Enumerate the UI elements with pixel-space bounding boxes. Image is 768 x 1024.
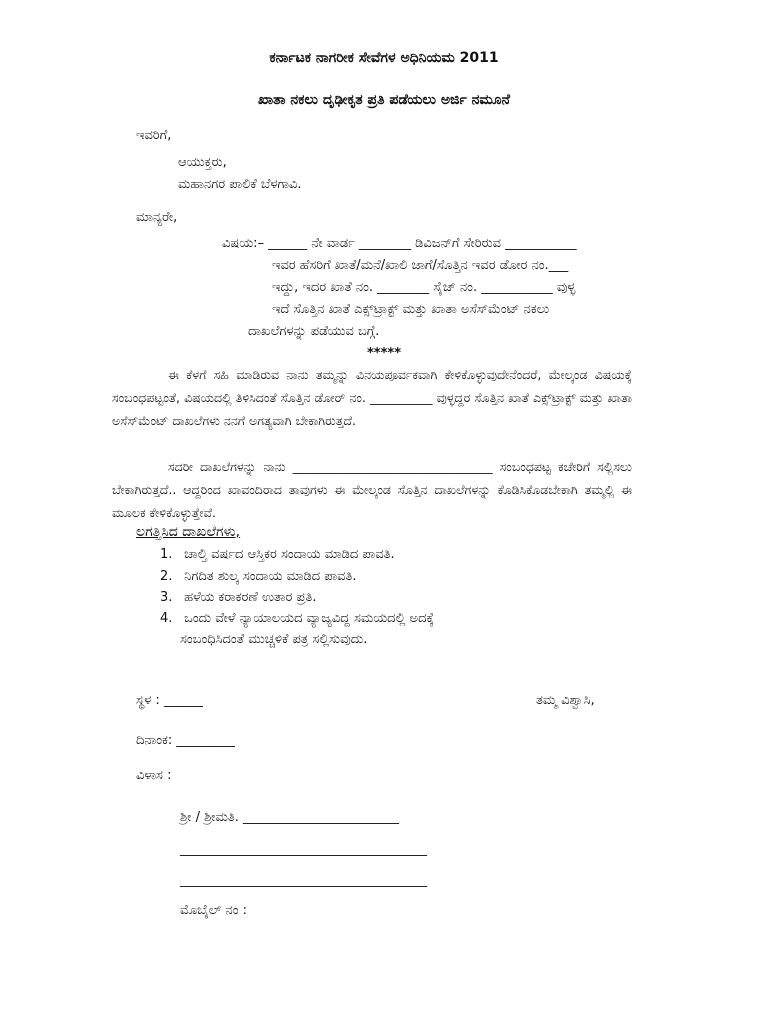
attachment-item — [160, 590, 316, 606]
attachment-item — [160, 569, 357, 585]
subject-line-3: ಇದ್ದು, ಇದರ ಖಾತೆ ನಂ. ________ ಸೈಜ್ ನಂ. ___________ ವುಳ್ಳ — [272, 280, 576, 295]
body-paragraph-2: ಸದರೀ ದಾಖಲೆಗಳನ್ನು ನಾನು ________________________________ ಸಂಬಂಧಪಟ್ಟ ಕಚೇರಿಗೆ ಸಲ್ಲಿಸಲು ಬೇಕಾಗಿರುತ್ತದೆ.. ಆದ್ದರಿಂದ ಖಾವಂದಿರಾದ ತಾವುಗಳು ಈ ಮೇಲ್ಕಂಡ ಸೊತ್ತಿನ ದಾಖಲೆಗಳನ್ನು ಕೊಡಿಸಿಕೊಡಬೇಕಾಗಿ ತಮ್ಮಲ್ಲಿ ಈ ಮೂಲಕ ಕೇಳಿಕೊಳ್ಳುತ್ತೇವೆ. — [112, 459, 632, 520]
subject-line-2: ಇವರ ಹೆಸರಿಗೆ ಖಾತೆ/ಮನೆ/ಖಾಲಿ ಜಾಗೆ/ಸೊತ್ತಿನ ಇವರ ಡೋರ ನಂ.___ — [272, 258, 569, 273]
address-blank-line-2: ______________________________________ — [180, 873, 427, 888]
attachments-heading: ಲಗತ್ತಿಸಿದ ದಾಖಲೆಗಳು, — [136, 524, 241, 540]
addressee-corporation: ಮಹಾನಗರ ಪಾಲಿಕೆ ಬೆಳಗಾವಿ. — [178, 177, 302, 192]
attachment-4-continuation: ಸಂಬಂಧಿಸಿದಂತೆ ಮುಚ್ಚಳಿಕೆ ಪತ್ರ ಸಲ್ಲಿಸುವುದು. — [180, 632, 368, 647]
attachment-number: 2. — [160, 569, 173, 584]
address-label: ವಿಳಾಸ : — [136, 768, 172, 783]
form-act-title: ಕರ್ನಾಟಕ ನಾಗರೀಕ ಸೇವೆಗಳ ಅಧಿನಿಯಮ 2011 — [269, 50, 499, 66]
attachment-number: 3. — [160, 590, 173, 605]
salutation: ಮಾನ್ಯರೇ, — [136, 210, 178, 225]
attachment-number: 4. — [160, 611, 173, 626]
attachment-text: ಚಾಲ್ತಿ ವರ್ಷದ ಆಸ್ತಿಕರ ಸಂದಾಯ ಮಾಡಿದ ಪಾವತಿ. — [184, 547, 395, 562]
date-field: ದಿನಾಂಕ: _________ — [136, 733, 235, 748]
place-field: ಸ್ಥಳ : ______ — [136, 693, 203, 708]
addressee-commissioner: ಆಯುಕ್ತರು, — [178, 155, 227, 170]
mobile-number-label: ಮೊಬೈಲ್ ನಂ : — [180, 903, 248, 918]
subject-line-5: ದಾಖಲೆಗಳನ್ನು ಪಡೆಯುವ ಬಗ್ಗೆ. — [248, 324, 380, 339]
address-blank-line-1: ______________________________________ — [180, 842, 427, 857]
subject-line-4: ಇದೆ ಸೊತ್ತಿನ ಖಾತೆ ಎಕ್ಸ್‌ಟ್ರಾಕ್ಟ್ ಮತ್ತು ಖಾತಾ ಅಸೆಸ್‌ಮೆಂಟ್ ನಕಲು — [272, 302, 550, 317]
form-title: ಖಾತಾ ನಕಲು ದೃಢೀಕೃತ ಪ್ರತಿ ಪಡೆಯಲು ಅರ್ಜಿ ನಮೂನೆ — [258, 92, 510, 108]
attachment-text: ಹಳೆಯ ಕರಾಕರಣೆ ಉತಾರ ಪ್ರತಿ. — [184, 590, 317, 605]
body-paragraph-1: ಈ ಕೆಳಗೆ ಸಹಿ ಮಾಡಿರುವ ನಾನು ತಮ್ಮನ್ನು ವಿನಯಪೂರ್ವಕವಾಗಿ ಕೇಳಿಕೊಳ್ಳುವುದೇನೆಂದರೆ, ಮೇಲ್ಕಂಡ ವಿಷಯಕ್ಕೆ ಸಂಬಂಧಪಟ್ಟಂತೆ, ವಿಷಯದಲ್ಲಿ ತಿಳಿಸಿದಂತೆ ಸೊತ್ತಿನ ಡೋರ್ ನಂ. __________ ವುಳ್ಳದ್ದರ ಸೊತ್ತಿನ ಖಾತೆ ಎಕ್ಸ್‌ಟ್ರಾಕ್ಟ್ ಮತ್ತು ಖಾತಾ ಅಸೆಸ್‌ಮೆಂಟ್ ದಾಖಲೆಗಳು ನನಗೆ ಅಗತ್ಯವಾಗಿ ಬೇಕಾಗಿರುತ್ತದೆ. — [112, 367, 632, 428]
addressee-label: ಇವರಿಗೆ, — [136, 128, 172, 143]
attachment-item — [160, 547, 395, 563]
attachment-text: ಒಂದು ವೇಳೆ ನ್ಯಾಯಾಲಯದ ವ್ಯಾಜ್ಯವಿದ್ದ ಸಮಯದಲ್ಲಿ ಅದಕ್ಕೆ — [184, 611, 435, 626]
closing-yours-faithfully: ತಮ್ಮ ವಿಶ್ವಾಸಿ, — [536, 693, 595, 708]
attachment-number: 1. — [160, 547, 173, 562]
attachment-text: ನಿಗದಿತ ಶುಲ್ಕ ಸಂದಾಯ ಮಾಡಿದ ಪಾವತಿ. — [184, 569, 357, 584]
subject-line-1: ವಿಷಯ:– ______ ನೇ ವಾರ್ಡ ________ ಡಿವಿಜನ್‌ಗೆ ಸೇರಿರುವ ___________ — [222, 236, 577, 251]
attachment-item — [160, 611, 434, 627]
separator-stars: ***** — [367, 346, 401, 361]
name-line: ಶ್ರೀ / ಶ್ರೀಮತಿ. ________________________ — [180, 810, 400, 825]
